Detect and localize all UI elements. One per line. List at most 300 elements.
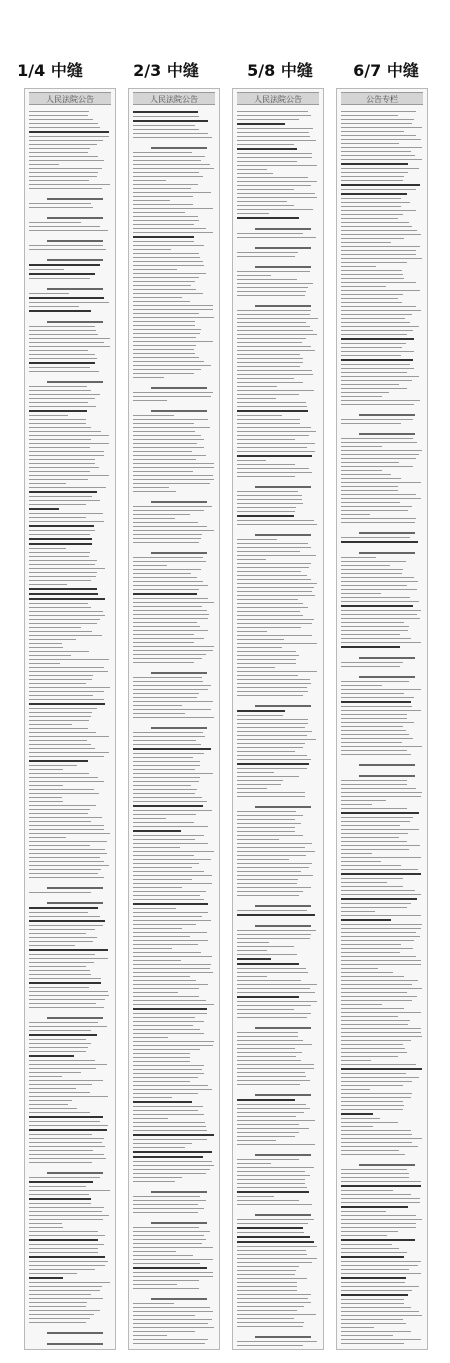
- text-line: [29, 760, 88, 762]
- text-line: [341, 1068, 422, 1070]
- text-line: [341, 944, 401, 945]
- text-line: [341, 903, 411, 904]
- text-line: [29, 1003, 96, 1004]
- text-line: [237, 1246, 317, 1247]
- text-line: [133, 455, 206, 456]
- paragraph-gap: [341, 670, 423, 671]
- text-line: [237, 1124, 299, 1125]
- text-line: [237, 503, 303, 504]
- text-line: [133, 681, 203, 682]
- text-line: [29, 222, 81, 223]
- text-line: [133, 614, 209, 615]
- text-line: [341, 1239, 415, 1241]
- text-line: [237, 619, 314, 620]
- text-line: [237, 895, 299, 896]
- text-line: [133, 1196, 200, 1197]
- text-line: [237, 515, 294, 517]
- text-line: [341, 1109, 403, 1110]
- text-line: [341, 290, 420, 291]
- text-line: [237, 406, 307, 407]
- text-line: [29, 330, 96, 331]
- text-line: [133, 392, 213, 393]
- text-line: [29, 695, 93, 696]
- paragraph-gap: [341, 408, 423, 409]
- text-line: [133, 740, 196, 741]
- text-line: [29, 781, 104, 782]
- notice-heading-line: [151, 501, 207, 503]
- text-line: [29, 916, 100, 917]
- text-line: [29, 892, 91, 893]
- text-line: [133, 337, 196, 338]
- text-line: [341, 808, 407, 809]
- text-line: [341, 666, 400, 667]
- text-line: [133, 1284, 177, 1285]
- text-line: [341, 298, 398, 299]
- text-line: [341, 506, 412, 507]
- text-line: [133, 419, 208, 420]
- notice-heading-line: [255, 1027, 311, 1029]
- text-line: [237, 233, 303, 234]
- text-line: [237, 1009, 294, 1010]
- text-line: [29, 1158, 106, 1159]
- notice-heading-line: [359, 1164, 415, 1166]
- text-line: [341, 1299, 404, 1300]
- text-line: [341, 238, 404, 239]
- text-line: [237, 410, 308, 412]
- text-line: [237, 788, 267, 789]
- text-line: [237, 815, 303, 816]
- text-line: [341, 873, 421, 875]
- text-line: [29, 1112, 90, 1113]
- text-line: [341, 730, 406, 731]
- text-line: [29, 1248, 98, 1249]
- text-line: [29, 724, 72, 725]
- notice-heading-line: [255, 305, 311, 307]
- text-line: [133, 1110, 198, 1111]
- text-line: [29, 1269, 95, 1270]
- text-line: [341, 202, 410, 203]
- text-line: [341, 1118, 380, 1119]
- text-line: [133, 1053, 190, 1054]
- text-line: [237, 279, 297, 280]
- text-line: [29, 1125, 108, 1126]
- text-line: [29, 1064, 107, 1065]
- text-line: [29, 849, 105, 850]
- notice-heading-line: [359, 414, 415, 416]
- text-line: [29, 593, 98, 595]
- column-label-3: 5/8 中缝: [247, 61, 313, 80]
- text-line: [29, 837, 66, 838]
- text-line: [237, 283, 313, 284]
- paragraph-gap: [341, 1158, 423, 1159]
- text-line: [29, 966, 86, 967]
- text-line: [133, 1231, 210, 1232]
- text-line: [133, 1177, 182, 1178]
- text-line: [133, 423, 194, 424]
- text-line: [237, 946, 294, 947]
- text-line: [29, 338, 110, 339]
- text-line: [133, 924, 196, 925]
- text-line: [237, 1044, 312, 1045]
- text-line: [133, 1151, 212, 1153]
- text-line: [133, 309, 213, 310]
- text-line: [133, 598, 208, 599]
- column-text-body: [29, 111, 111, 1347]
- text-line: [237, 1005, 311, 1006]
- text-line: [341, 314, 412, 315]
- text-line: [237, 687, 307, 688]
- text-line: [237, 499, 302, 500]
- text-line: [237, 511, 295, 512]
- text-line: [341, 404, 414, 405]
- text-line: [29, 525, 94, 527]
- text-line: [341, 681, 409, 682]
- text-line: [237, 1196, 274, 1197]
- text-line: [133, 245, 204, 246]
- text-line: [237, 891, 303, 892]
- text-line: [237, 350, 315, 351]
- text-line: [29, 230, 108, 231]
- text-line: [341, 886, 403, 887]
- text-line: [237, 1262, 312, 1263]
- text-line: [29, 1047, 88, 1048]
- text-line: [133, 184, 198, 185]
- paragraph-gap: [133, 666, 215, 667]
- text-line: [133, 196, 193, 197]
- text-line: [133, 622, 197, 623]
- text-line: [341, 1048, 405, 1049]
- paragraph-gap: [29, 1011, 111, 1012]
- text-line: [133, 912, 208, 913]
- paragraph-gap: [237, 1208, 319, 1209]
- text-line: [29, 655, 71, 656]
- text-line: [237, 201, 287, 202]
- text-line: [341, 1097, 411, 1098]
- text-line: [133, 542, 199, 543]
- text-line: [237, 768, 307, 769]
- text-line: [237, 291, 306, 292]
- text-line: [29, 607, 91, 608]
- text-line: [133, 705, 182, 706]
- text-line: [133, 1331, 195, 1332]
- text-line: [133, 964, 211, 965]
- text-line: [237, 1322, 304, 1323]
- text-line: [29, 115, 88, 116]
- text-line: [237, 169, 267, 170]
- text-line: [133, 514, 190, 515]
- text-line: [133, 867, 192, 868]
- text-line: [29, 459, 95, 460]
- text-line: [133, 249, 171, 250]
- text-line: [237, 587, 314, 588]
- text-line: [133, 530, 214, 531]
- text-line: [29, 1051, 86, 1052]
- text-line: [237, 455, 312, 457]
- text-line: [29, 687, 110, 688]
- text-line: [29, 1026, 107, 1027]
- text-line: [133, 709, 211, 710]
- text-line: [341, 800, 386, 801]
- text-line: [29, 508, 59, 510]
- text-line: [29, 732, 96, 733]
- text-line: [133, 321, 195, 322]
- gutter-column-1: [24, 88, 116, 1350]
- text-line: [341, 514, 370, 515]
- text-line: [29, 1318, 90, 1319]
- text-line: [133, 577, 197, 578]
- text-line: [29, 1265, 105, 1266]
- text-line: [29, 907, 98, 909]
- text-line: [237, 784, 281, 785]
- text-line: [133, 1276, 213, 1277]
- text-line: [29, 869, 101, 870]
- text-line: [341, 1256, 404, 1258]
- paragraph-gap: [29, 211, 111, 212]
- gutter-column-2: [128, 88, 220, 1350]
- text-line: [237, 1232, 304, 1233]
- paragraph-gap: [341, 758, 423, 759]
- text-line: [341, 1064, 416, 1065]
- text-line: [341, 1227, 416, 1228]
- text-line: [237, 751, 295, 752]
- text-line: [29, 1116, 103, 1118]
- text-line: [341, 622, 404, 623]
- text-line: [237, 295, 305, 296]
- text-line: [341, 282, 416, 283]
- text-line: [237, 181, 317, 182]
- text-line: [133, 769, 195, 770]
- text-line: [341, 470, 382, 471]
- paragraph-gap: [29, 1337, 111, 1338]
- text-line: [133, 172, 199, 173]
- text-line: [133, 693, 199, 694]
- text-line: [341, 829, 419, 830]
- text-line: [237, 963, 299, 965]
- text-line: [133, 111, 198, 113]
- text-line: [341, 837, 399, 838]
- text-line: [341, 486, 398, 487]
- text-line: [341, 894, 421, 895]
- text-line: [341, 630, 408, 631]
- text-line: [341, 246, 420, 247]
- text-line: [237, 551, 300, 552]
- text-line: [29, 929, 95, 930]
- text-line: [237, 390, 314, 391]
- paragraph-gap: [341, 546, 423, 547]
- text-line: [29, 978, 101, 979]
- text-line: [237, 996, 299, 998]
- text-line: [341, 131, 404, 132]
- text-line: [237, 591, 312, 592]
- text-line: [237, 1179, 305, 1180]
- text-line: [29, 647, 63, 648]
- text-line: [341, 1181, 421, 1182]
- text-line: [341, 1290, 412, 1291]
- text-line: [341, 1282, 405, 1283]
- text-line: [133, 916, 202, 917]
- text-line: [29, 603, 88, 604]
- text-line: [237, 627, 301, 628]
- text-line: [237, 378, 294, 379]
- text-line: [341, 286, 386, 287]
- text-line: [237, 563, 311, 564]
- text-line: [237, 197, 317, 198]
- text-line: [133, 281, 195, 282]
- text-line: [237, 735, 307, 736]
- text-line: [341, 351, 414, 352]
- text-line: [133, 204, 193, 205]
- text-line: [29, 560, 97, 561]
- notice-heading-line: [151, 410, 207, 412]
- text-line: [29, 954, 95, 955]
- text-line: [133, 736, 205, 737]
- text-line: [29, 1302, 87, 1303]
- text-line: [29, 427, 91, 428]
- text-line: [237, 330, 313, 331]
- text-line: [237, 119, 299, 120]
- text-line: [133, 797, 202, 798]
- text-line: [133, 748, 211, 750]
- notice-heading-line: [151, 387, 207, 389]
- text-line: [29, 148, 90, 149]
- text-line: [29, 367, 90, 368]
- text-line: [341, 419, 413, 420]
- text-line: [237, 1310, 297, 1311]
- column-text-body: [341, 111, 423, 1347]
- text-line: [29, 180, 89, 181]
- text-line: [133, 361, 204, 362]
- text-line: [341, 226, 412, 227]
- text-line: [29, 496, 92, 497]
- text-line: [29, 1108, 77, 1109]
- text-line: [29, 415, 68, 416]
- text-line: [133, 1335, 167, 1336]
- text-line: [133, 160, 201, 161]
- text-line: [133, 843, 208, 844]
- text-line: [237, 1076, 306, 1077]
- text-line: [29, 530, 95, 531]
- text-line: [341, 254, 416, 255]
- text-line: [237, 423, 300, 424]
- text-line: [29, 346, 110, 347]
- text-line: [133, 1013, 207, 1014]
- text-line: [29, 982, 101, 984]
- text-line: [133, 1004, 214, 1005]
- text-line: [133, 1021, 204, 1022]
- notice-heading-line: [151, 727, 207, 729]
- text-line: [133, 1089, 212, 1090]
- text-line: [237, 772, 274, 773]
- text-line: [237, 1241, 314, 1243]
- paragraph-gap: [133, 721, 215, 722]
- text-line: [237, 863, 312, 864]
- text-line: [341, 258, 422, 259]
- text-line: [133, 606, 202, 607]
- text-line: [237, 1052, 302, 1053]
- text-line: [29, 995, 109, 996]
- paragraph-gap: [237, 1021, 319, 1022]
- text-line: [341, 1323, 406, 1324]
- text-line: [341, 343, 406, 344]
- notice-heading-line: [359, 433, 415, 435]
- text-line: [341, 392, 389, 393]
- text-line: [133, 180, 166, 181]
- text-line: [237, 1167, 314, 1168]
- text-line: [341, 1169, 407, 1170]
- text-line: [29, 789, 94, 790]
- text-line: [133, 634, 194, 635]
- text-line: [133, 1319, 212, 1320]
- text-line: [237, 695, 303, 696]
- text-line: [29, 226, 100, 227]
- notice-heading-line: [255, 266, 311, 268]
- text-line: [237, 394, 299, 395]
- text-line: [237, 1159, 299, 1160]
- text-line: [29, 188, 102, 189]
- text-line: [341, 833, 408, 834]
- text-line: [29, 423, 86, 424]
- text-line: [133, 301, 190, 302]
- text-line: [341, 968, 378, 969]
- text-line: [29, 517, 86, 518]
- notice-heading-line: [151, 1298, 207, 1300]
- text-line: [341, 561, 406, 562]
- text-line: [237, 883, 297, 884]
- text-line: [29, 588, 97, 590]
- text-line: [341, 911, 375, 912]
- text-line: [29, 1186, 86, 1187]
- paragraph-gap: [29, 234, 111, 235]
- text-line: [237, 1223, 308, 1224]
- text-line: [237, 631, 267, 632]
- text-line: [237, 136, 310, 137]
- notice-heading-line: [255, 705, 311, 707]
- text-line: [29, 435, 109, 436]
- text-line: [133, 1097, 172, 1098]
- text-line: [133, 618, 208, 619]
- text-line: [341, 1154, 405, 1155]
- text-line: [29, 1092, 90, 1093]
- text-line: [29, 805, 96, 806]
- text-line: [341, 1198, 420, 1199]
- text-line: [341, 1185, 421, 1187]
- text-line: [29, 765, 77, 766]
- text-line: [341, 722, 414, 723]
- text-line: [133, 883, 212, 884]
- text-line: [133, 956, 212, 957]
- gutter-column-4: [336, 88, 428, 1350]
- text-line: [133, 216, 198, 217]
- text-line: [237, 144, 294, 145]
- text-line: [237, 1128, 309, 1129]
- text-line: [133, 1029, 200, 1030]
- text-line: [133, 1161, 212, 1162]
- text-line: [29, 475, 109, 476]
- text-line: [29, 736, 109, 737]
- text-line: [237, 1140, 276, 1141]
- text-line: [341, 262, 407, 263]
- text-line: [29, 793, 99, 794]
- text-line: [341, 147, 422, 148]
- text-line: [29, 631, 92, 632]
- text-line: [29, 683, 86, 684]
- text-line: [133, 152, 192, 153]
- text-line: [237, 571, 301, 572]
- text-line: [237, 451, 315, 452]
- paragraph-gap: [237, 260, 319, 261]
- text-line: [29, 1219, 103, 1220]
- text-line: [133, 305, 213, 306]
